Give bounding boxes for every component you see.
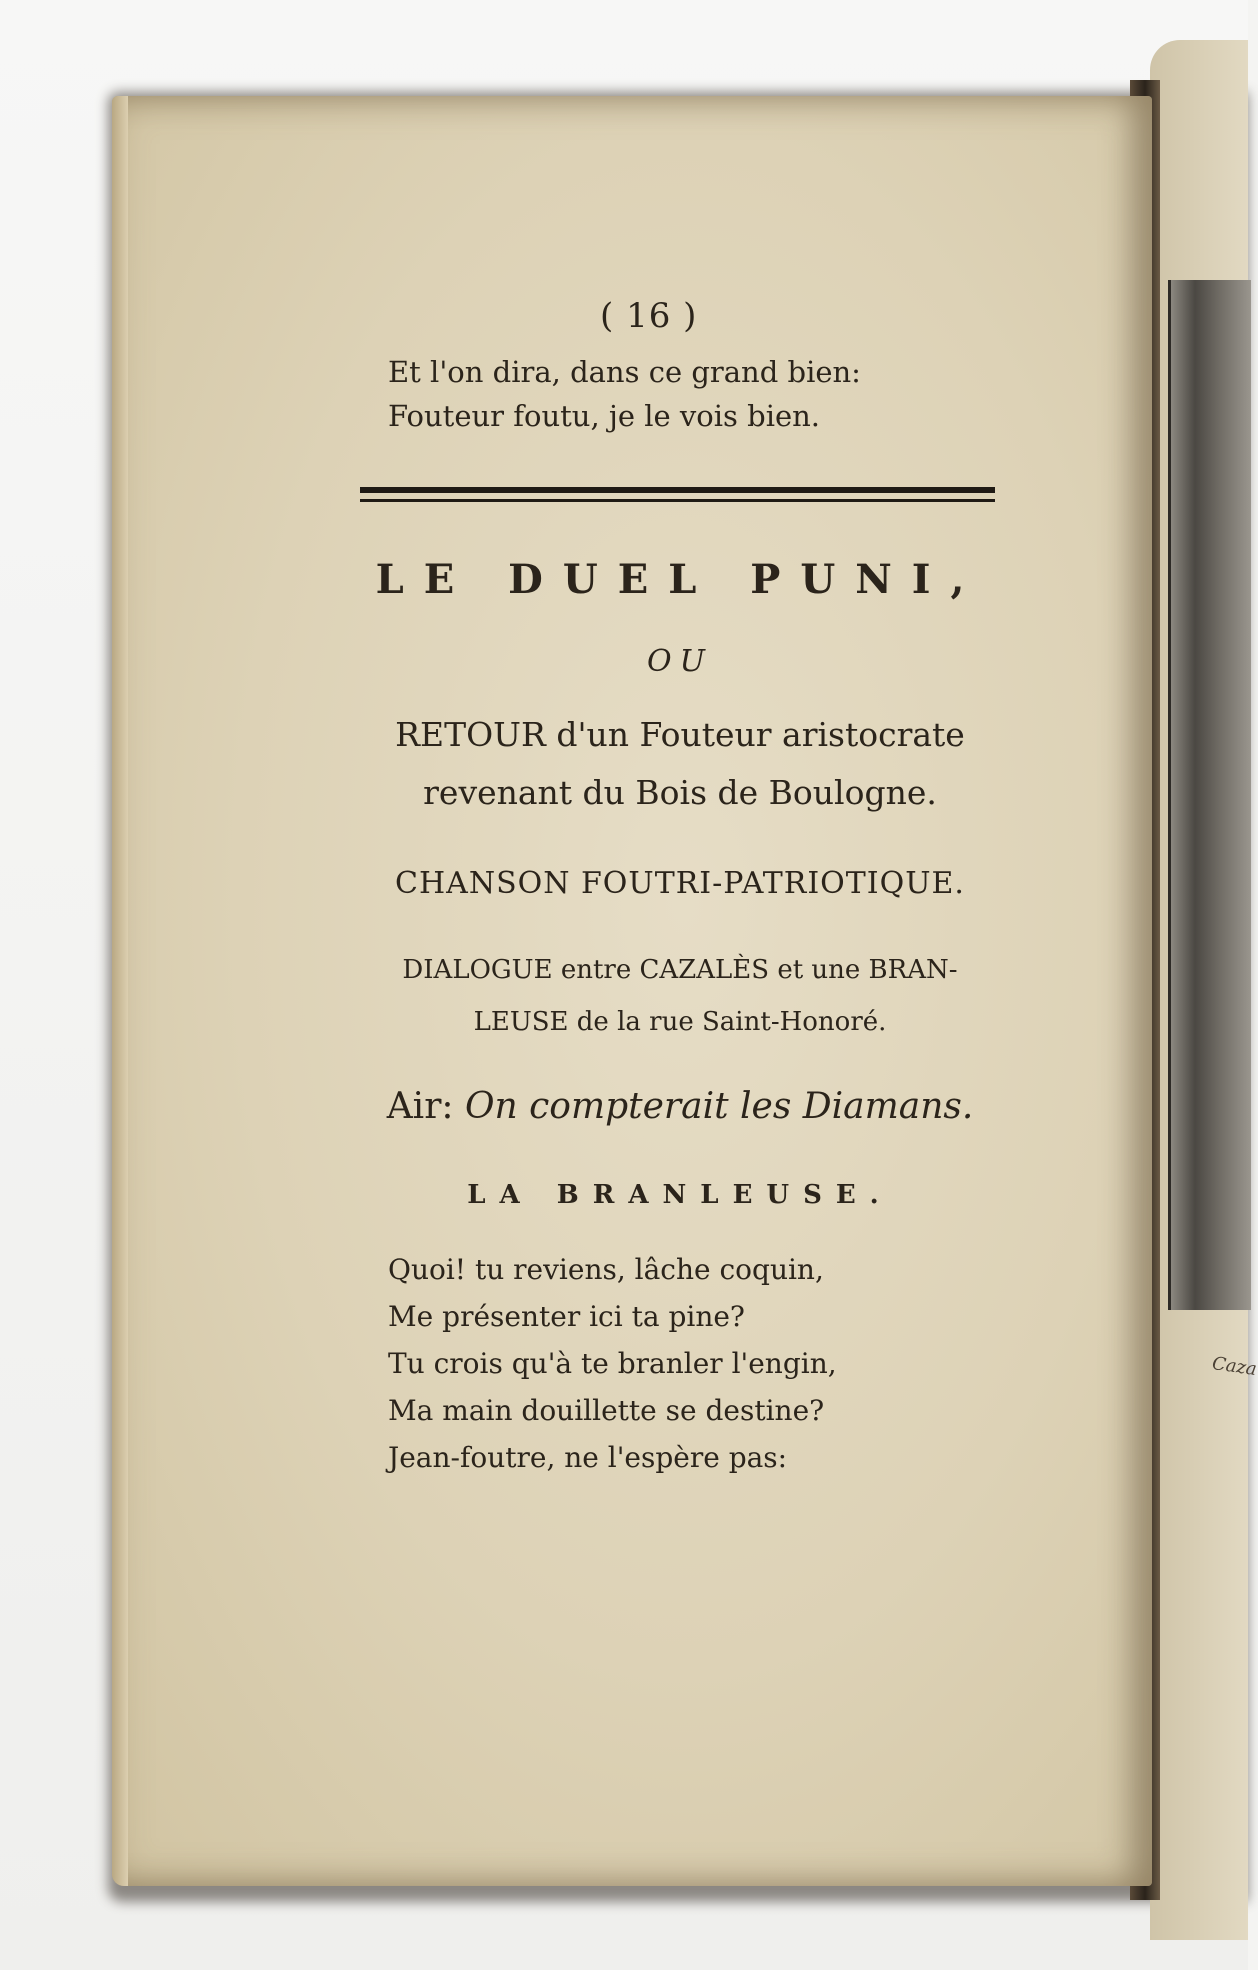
air-title: On compterait les Diamans. <box>465 1086 974 1127</box>
subtitle <box>340 706 1020 822</box>
verse-line: Et l'on dira, dans ce grand bien: <box>388 355 861 389</box>
dialogue-line: LEUSE de la rue Saint-Honoré. <box>473 1007 887 1037</box>
subtitle-line: RETOUR d'un Fouteur aristocrate <box>395 715 965 754</box>
air-line <box>340 1086 1020 1127</box>
engraving-plate <box>1168 280 1251 1310</box>
speaker-name: LA BRANLEUSE. <box>467 1180 893 1210</box>
page-number: ( 16 ) <box>600 296 698 336</box>
air-label: Air: <box>386 1086 454 1127</box>
double-rule-thin <box>360 499 995 502</box>
subtitle-line: revenant du Bois de Boulogne. <box>423 773 937 812</box>
poem-line: Jean-foutre, ne l'espère pas: <box>388 1441 788 1474</box>
plate-caption: Caza <box>1210 1352 1258 1381</box>
poem-line: Quoi! tu reviens, lâche coquin, <box>388 1253 824 1286</box>
poem-line: Tu crois qu'à te branler l'engin, <box>388 1347 837 1380</box>
poem-stanza <box>388 1246 837 1481</box>
song-heading: CHANSON FOUTRI-PATRIOTIQUE. <box>395 866 965 901</box>
dialogue-line: DIALOGUE entre CAZALÈS et une BRAN- <box>402 955 958 985</box>
chapter-title: LE DUEL PUNI, <box>375 556 985 603</box>
double-rule-thick <box>360 487 995 493</box>
title-conjunction: OU <box>647 644 713 679</box>
opening-verse <box>388 350 861 438</box>
poem-line: Ma main douillette se destine? <box>388 1394 825 1427</box>
page-edge <box>112 96 128 1886</box>
dialogue-heading <box>340 944 1020 1048</box>
poem-line: Me présenter ici ta pine? <box>388 1300 745 1333</box>
verse-line: Fouteur foutu, je le vois bien. <box>388 399 821 433</box>
